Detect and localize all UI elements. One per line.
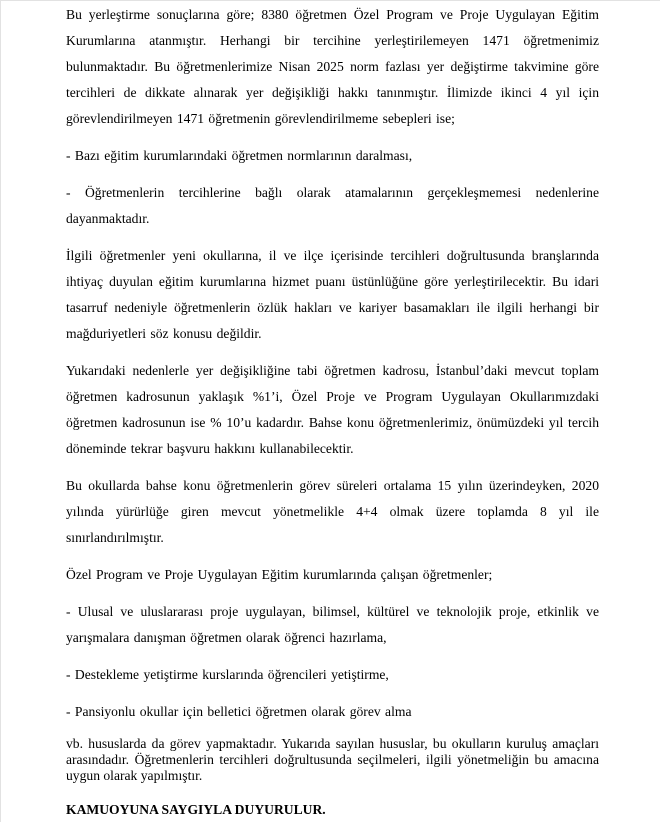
paragraph-9: - Destekleme yetiştirme kurslarında öğrencileri yetiştirme, (66, 667, 389, 682)
paragraph-7: Özel Program ve Proje Uygulayan Eğitim kurumlarında çalışan öğretmenler; (66, 567, 493, 582)
paragraph-2: - Bazı eğitim kurumlarındaki öğretmen normlarının daralması, (66, 148, 413, 163)
paragraph-3: - Öğretmenlerin tercihlerine bağlı olarak atamalarının gerçekleşmemesi nedenlerine dayanmaktadır. (66, 185, 599, 226)
paragraph-8: - Ulusal ve uluslararası proje uygulayan, bilimsel, kültürel ve teknolojik proje, etkinlik ve yarışmalara danışman öğretmen olarak öğrenci hazırlama, (66, 604, 599, 645)
document-body (66, 2, 599, 823)
paragraph-6: Bu okullarda bahse konu öğretmenlerin görev süreleri ortalama 15 yılın üzerindeyken, 2020 yılında yürürlüğe giren mevcut yönetmelikle 4+4 olmak üzere toplamda 8 yıl ile sınırlandırılmıştır. (66, 478, 599, 545)
closing-statement: KAMUOYUNA SAYGIYLA DUYURULUR. (66, 802, 326, 817)
paragraph-5: Yukarıdaki nedenlerle yer değişikliğine tabi öğretmen kadrosu, İstanbul’daki mevcut toplam öğretmen kadrosunun yaklaşık %1’i, Özel Proje ve Program Uygulayan Okullarımızdaki öğretmen kadrosunun ise % 10’u kadardır. Bahse konu öğretmenlerimiz, önümüzdeki yıl tercih döneminde tekrar başvuru hakkını kullanabilecektir. (66, 363, 599, 456)
paragraph-1: Bu yerleştirme sonuçlarına göre; 8380 öğretmen Özel Program ve Proje Uygulayan Eğitim Kurumlarına atanmıştır. Herhangi bir tercihine yerleştirilemeyen 1471 öğretmenimiz bulunmaktadır. Bu öğretmenlerimize Nisan 2025 norm fazlası yer değiştirme takvimine göre tercihleri de dikkate alınarak yer değişikliği hakkı tanınmıştır. İlimizde ikinci 4 yıl için görevlendirilmeyen 1471 öğretmenin görevlendirilmeme sebepleri ise; (66, 7, 599, 126)
paragraph-4: İlgili öğretmenler yeni okullarına, il ve ilçe içerisinde tercihleri doğrultusunda branşlarında ihtiyaç duyulan eğitim kurumlarına hizmet puanı üstünlüğüne göre yerleştirilecektir. Bu idari tasarruf nedeniyle öğretmenlerin özlük hakları ve kariyer basamakları ile ilgili herhangi bir mağduriyetleri söz konusu değildir. (66, 248, 599, 341)
paragraph-10: - Pansiyonlu okullar için belletici öğretmen olarak görev alma (66, 704, 412, 719)
paragraph-11: vb. hususlarda da görev yapmaktadır. Yukarıda sayılan hususlar, bu okulların kuruluş amaçları arasındadır. Öğretmenlerin tercihleri doğrultusunda seçilmeleri, ilgili yönetmeliğin bu amacına uygun olarak yapılmıştır. (66, 736, 599, 783)
